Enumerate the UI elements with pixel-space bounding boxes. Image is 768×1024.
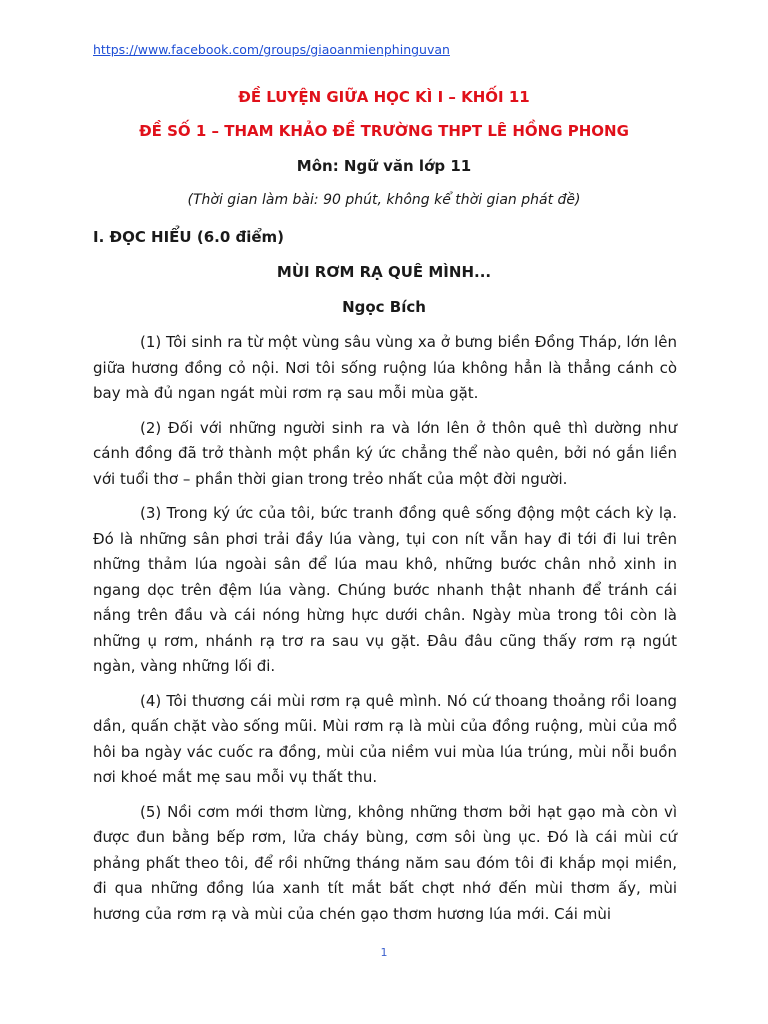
facebook-group-link[interactable]: https://www.facebook.com/groups/giaoanmienphinguvan: [93, 42, 450, 57]
section-heading: I. ĐỌC HIỂU (6.0 điểm): [93, 228, 285, 246]
exam-subject: Môn: Ngữ văn lớp 11: [296, 157, 472, 175]
story-body: [93, 330, 677, 936]
paragraph-5: (5) Nồi cơm mới thơm lừng, không những thơm bởi hạt gạo mà còn vì được đun bằng bếp rơm, lửa cháy bùng, cơm sôi ùng ục. Đó là cái mùi cứ phảng phất theo tôi, để rồi những tháng năm sau đóm tôi đi khắp mọi miền, đi qua những đồng lúa xanh tít mắt bất chợt nhớ đến mùi thơm ấy, mùi hương của rơm rạ và mùi của chén gạo thơm hương lúa mới. Cái mùi: [93, 802, 677, 923]
story-title: MÙI RƠM RẠ QUÊ MÌNH...: [276, 263, 492, 281]
page-number: 1: [380, 946, 388, 959]
story-author: Ngọc Bích: [342, 298, 426, 316]
paragraph-4: (4) Tôi thương cái mùi rơm rạ quê mình. Nó cứ thoang thoảng rồi loang dần, quấn chặt vào sống mũi. Mùi rơm rạ là mùi của đồng ruộng, mùi của mồ hôi ba ngày vác cuốc ra đồng, mùi của niềm vui mùa lúa trúng, mùi nỗi buồn nơi khoé mắt mẹ sau mỗi vụ thất thu.: [93, 691, 677, 786]
exam-time: (Thời gian làm bài: 90 phút, không kể thời gian phát đề): [187, 192, 581, 208]
paragraph-2: (2) Đối với những người sinh ra và lớn lên ở thôn quê thì dường như cánh đồng đã trở thành một phần ký ức chẳng thể nào quên, bởi nó gắn liền với tuổi thơ – phần thời gian trong trẻo nhất của một đời người.: [93, 418, 677, 488]
paragraph-1: (1) Tôi sinh ra từ một vùng sâu vùng xa ở bưng biền Đồng Tháp, lớn lên giữa hương đồng cỏ nội. Nơi tôi sống ruộng lúa không hẳn là thẳng cánh cò bay mà đủ ngan ngát mùi rơm rạ sau mỗi mùa gặt.: [93, 333, 677, 402]
paragraph-3: (3) Trong ký ức của tôi, bức tranh đồng quê sống động một cách kỳ lạ. Đó là những sân phơi trải đầy lúa vàng, tụi con nít vẫn hay đi tới đi lui trên những thảm lúa ngoài sân để lúa mau khô, những bước chân nhỏ xinh in ngang dọc trên đệm lúa vàng. Chúng bước nhanh thật nhanh để tránh cái nắng trên đầu và cái nóng hừng hực dưới chân. Ngày mùa trong tôi còn là những ụ rơm, nhánh rạ trơ ra sau vụ gặt. Đâu đâu cũng thấy rơm rạ ngút ngàn, vàng những lối đi.: [93, 504, 677, 675]
exam-subtitle: ĐỀ SỐ 1 – THAM KHẢO ĐỀ TRƯỜNG THPT LÊ HỒNG PHONG: [139, 122, 629, 140]
exam-title: ĐỀ LUYỆN GIỮA HỌC KÌ I – KHỐI 11: [238, 88, 530, 106]
